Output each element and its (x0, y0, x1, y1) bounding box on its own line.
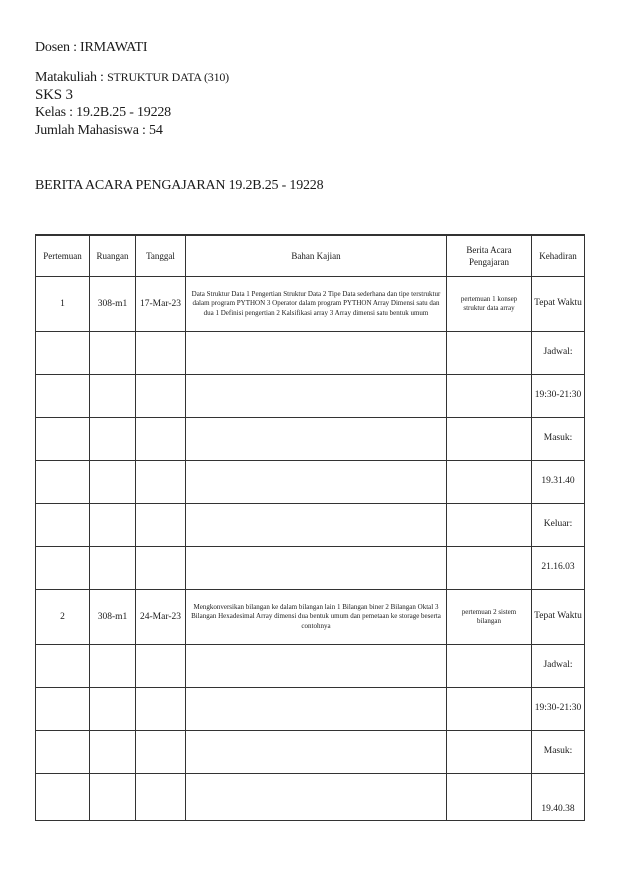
cell-empty (186, 375, 447, 418)
cell-empty (36, 504, 90, 547)
dosen-line: Dosen : IRMAWATI (35, 40, 148, 55)
cell-empty (136, 774, 186, 821)
cell-empty (90, 375, 136, 418)
cell-empty (447, 774, 532, 821)
cell-empty (136, 418, 186, 461)
cell-empty (186, 504, 447, 547)
col-header-tanggal: Tanggal (136, 235, 186, 277)
cell-kehadiran: 19.31.40 (532, 461, 585, 504)
kelas-line: Kelas : 19.2B.25 - 19228 (35, 105, 171, 120)
cell-empty (136, 731, 186, 774)
table-row (36, 731, 585, 774)
matakuliah-line (35, 70, 229, 86)
cell-pertemuan: 1 (36, 277, 90, 332)
jumlah-mahasiswa-line: Jumlah Mahasiswa : 54 (35, 123, 163, 138)
berita-acara-table (35, 234, 585, 821)
cell-empty (36, 375, 90, 418)
cell-empty (36, 332, 90, 375)
cell-empty (36, 645, 90, 688)
col-header-ruangan: Ruangan (90, 235, 136, 277)
cell-empty (90, 418, 136, 461)
table-row (36, 332, 585, 375)
cell-ruangan: 308-m1 (90, 590, 136, 645)
cell-empty (447, 645, 532, 688)
cell-kehadiran: Masuk: (532, 731, 585, 774)
cell-empty (36, 547, 90, 590)
cell-kehadiran: 19:30-21:30 (532, 688, 585, 731)
cell-kehadiran: Jadwal: (532, 645, 585, 688)
cell-empty (447, 461, 532, 504)
table-row (36, 774, 585, 821)
cell-empty (36, 731, 90, 774)
cell-empty (447, 332, 532, 375)
col-header-bahan-kajian: Bahan Kajian (186, 235, 447, 277)
cell-empty (136, 375, 186, 418)
cell-berita-acara: pertemuan 2 sistem bilangan (447, 590, 532, 645)
cell-empty (90, 547, 136, 590)
cell-empty (36, 774, 90, 821)
cell-kehadiran: 21.16.03 (532, 547, 585, 590)
cell-ruangan: 308-m1 (90, 277, 136, 332)
table-row (36, 375, 585, 418)
cell-empty (186, 645, 447, 688)
cell-empty (447, 375, 532, 418)
cell-empty (447, 418, 532, 461)
cell-empty (90, 332, 136, 375)
cell-empty (90, 504, 136, 547)
col-header-kehadiran: Kehadiran (532, 235, 585, 277)
cell-empty (186, 774, 447, 821)
cell-kehadiran: Masuk: (532, 418, 585, 461)
table-row (36, 590, 585, 645)
cell-kehadiran: Tepat Waktu (532, 590, 585, 645)
cell-kehadiran: 19:30-21:30 (532, 375, 585, 418)
col-header-pertemuan: Pertemuan (36, 235, 90, 277)
table-row (36, 645, 585, 688)
cell-empty (186, 418, 447, 461)
cell-empty (447, 731, 532, 774)
cell-empty (186, 547, 447, 590)
cell-empty (186, 461, 447, 504)
cell-empty (36, 461, 90, 504)
cell-empty (136, 332, 186, 375)
matakuliah-label: Matakuliah : (35, 70, 108, 85)
cell-empty (136, 645, 186, 688)
cell-empty (90, 461, 136, 504)
cell-empty (136, 504, 186, 547)
cell-pertemuan: 2 (36, 590, 90, 645)
cell-kehadiran: Jadwal: (532, 332, 585, 375)
page-title: BERITA ACARA PENGAJARAN 19.2B.25 - 19228 (35, 178, 324, 193)
cell-berita-acara: pertemuan 1 konsep struktur data array (447, 277, 532, 332)
cell-empty (90, 774, 136, 821)
cell-empty (447, 547, 532, 590)
table-row (36, 547, 585, 590)
cell-bahan-kajian: Data Struktur Data 1 Pengertian Struktur Data 2 Tipe Data sederhana dan tipe terstruktur dalam program PYTHON 3 Operator dalam program PYTHON Array Dimensi satu dan dua 1 Definisi pengertian 2 Kalsifikasi array 3 Array dimensi satu bentuk umum (186, 277, 447, 332)
cell-kehadiran: Keluar: (532, 504, 585, 547)
cell-empty (447, 688, 532, 731)
sks-line: SKS 3 (35, 87, 73, 103)
cell-empty (186, 731, 447, 774)
table-row (36, 504, 585, 547)
table-row (36, 277, 585, 332)
cell-empty (186, 332, 447, 375)
cell-empty (36, 688, 90, 731)
table-row (36, 688, 585, 731)
cell-empty (186, 688, 447, 731)
col-header-berita-acara: Berita Acara Pengajaran (447, 235, 532, 277)
cell-tanggal: 24-Mar-23 (136, 590, 186, 645)
table-header-row (36, 235, 585, 277)
cell-empty (447, 504, 532, 547)
cell-kehadiran: 19.40.38 (532, 774, 585, 821)
cell-tanggal: 17-Mar-23 (136, 277, 186, 332)
cell-empty (136, 547, 186, 590)
table-row (36, 461, 585, 504)
cell-empty (90, 645, 136, 688)
cell-empty (90, 731, 136, 774)
cell-empty (90, 688, 136, 731)
cell-empty (36, 418, 90, 461)
table-row (36, 418, 585, 461)
cell-bahan-kajian: Mengkonversikan bilangan ke dalam bilangan lain 1 Bilangan biner 2 Bilangan Oktal 3 Bilangan Hexadesimal Array dimensi dua bentuk umum dan pemetaan ke storage beserta contohnya (186, 590, 447, 645)
cell-empty (136, 688, 186, 731)
cell-empty (136, 461, 186, 504)
cell-kehadiran: Tepat Waktu (532, 277, 585, 332)
matakuliah-value: STRUKTUR DATA (310) (107, 70, 229, 84)
